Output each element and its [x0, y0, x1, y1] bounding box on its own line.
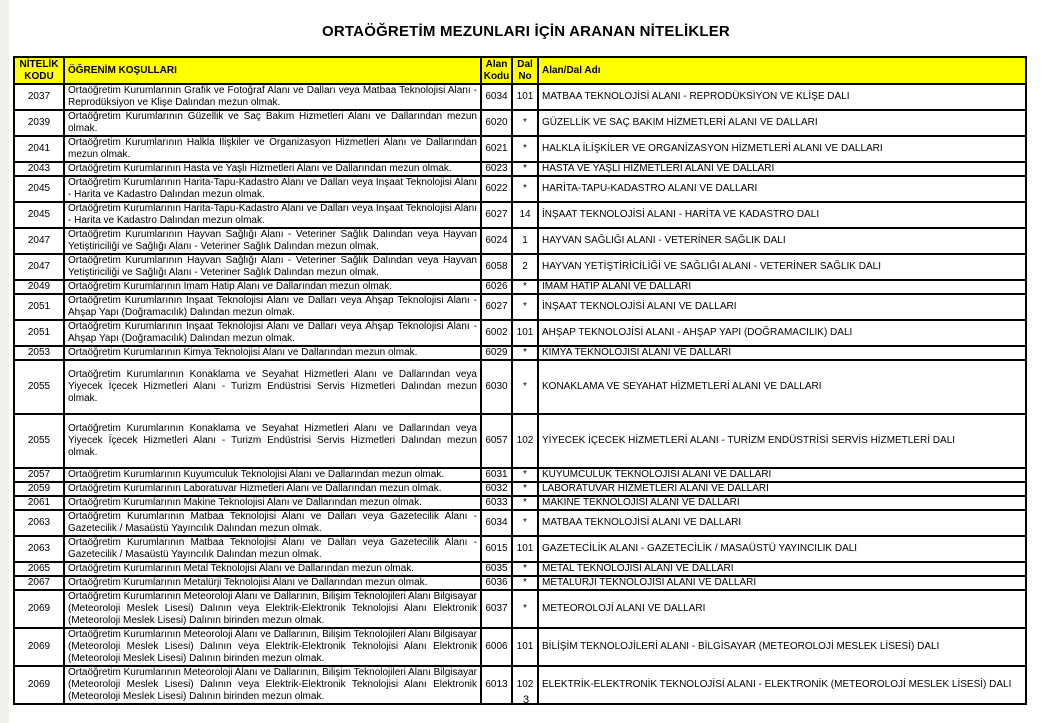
ogrenim-kosullari-cell: Ortaöğretim Kurumlarının İmam Hatip Alanı ve Dallarından mezun olmak.: [64, 280, 481, 294]
alan-kodu-cell: 6035: [481, 562, 512, 576]
nitelik-kodu-cell: 2063: [14, 536, 64, 562]
alan-dal-adi-cell: GAZETECİLİK ALANI - GAZETECİLİK / MASAÜSTÜ YAYINCILIK DALI: [538, 536, 1026, 562]
table-row: [14, 84, 1026, 110]
dal-no-cell: 101: [512, 628, 538, 666]
ogrenim-kosullari-cell: Ortaöğretim Kurumlarının Kuyumculuk Teknolojisi Alanı ve Dallarından mezun olmak.: [64, 468, 481, 482]
alan-kodu-cell: 6032: [481, 482, 512, 496]
ogrenim-kosullari-cell: Ortaöğretim Kurumlarının Matbaa Teknolojisi Alanı ve Dalları veya Gazetecilik Alanı - Gazetecilik / Masaüstü Yayıncılık Dalından mezun olmak.: [64, 510, 481, 536]
nitelik-kodu-cell: 2037: [14, 84, 64, 110]
alan-kodu-cell: 6026: [481, 280, 512, 294]
alan-dal-adi-cell: HASTA VE YAŞLI HİZMETLERİ ALANI VE DALLARI: [538, 162, 1026, 176]
table-row: [14, 468, 1026, 482]
table-row: [14, 510, 1026, 536]
nitelik-kodu-cell: 2045: [14, 202, 64, 228]
alan-dal-adi-cell: MATBAA TEKNOLOJİSİ ALANI VE DALLARI: [538, 510, 1026, 536]
alan-dal-adi-cell: ELEKTRİK-ELEKTRONİK TEKNOLOJİSİ ALANI - ELEKTRONİK (METEOROLOJİ MESLEK LİSESİ) DALI: [538, 666, 1026, 704]
nitelik-kodu-cell: 2051: [14, 294, 64, 320]
header-ogrenim-kosullari: ÖĞRENİM KOŞULLARI: [64, 57, 481, 84]
dal-no-cell: *: [512, 280, 538, 294]
alan-kodu-cell: 6024: [481, 228, 512, 254]
nitelik-kodu-cell: 2045: [14, 176, 64, 202]
nitelik-kodu-cell: 2067: [14, 576, 64, 590]
nitelik-kodu-cell: 2069: [14, 590, 64, 628]
table-row: [14, 576, 1026, 590]
page-number: 3: [522, 694, 530, 706]
alan-kodu-cell: 6006: [481, 628, 512, 666]
alan-kodu-cell: 6023: [481, 162, 512, 176]
header-row: [14, 57, 1026, 84]
ogrenim-kosullari-cell: Ortaöğretim Kurumlarının İnşaat Teknolojisi Alanı ve Dalları veya Ahşap Teknolojisi Alanı - Ahşap Yapı (Doğramacılık) Dalından mezun olmak.: [64, 320, 481, 346]
alan-dal-adi-cell: BİLİŞİM TEKNOLOJİLERİ ALANI - BİLGİSAYAR (METEOROLOJİ MESLEK LİSESİ) DALI: [538, 628, 1026, 666]
header-nitelik-kodu: NİTELİK KODU: [14, 57, 64, 84]
table-row: [14, 228, 1026, 254]
alan-kodu-cell: 6034: [481, 84, 512, 110]
ogrenim-kosullari-cell: Ortaöğretim Kurumlarının Konaklama ve Seyahat Hizmetleri Alanı ve Dallarından veya Yiyecek İçecek Hizmetleri Alanı - Turizm Endüstrisi Servis Hizmetleri Dalından mezun olmak.: [64, 360, 481, 414]
nitelik-kodu-cell: 2065: [14, 562, 64, 576]
page-title: ORTAÖĞRETİM MEZUNLARI İÇİN ARANAN NİTELİKLER: [322, 23, 730, 40]
dal-no-cell: *: [512, 110, 538, 136]
alan-dal-adi-cell: HAYVAN SAĞLIĞI ALANI - VETERİNER SAĞLIK DALI: [538, 228, 1026, 254]
header-dal-no: Dal No: [512, 57, 538, 84]
alan-dal-adi-cell: METEOROLOJİ ALANI VE DALLARI: [538, 590, 1026, 628]
dal-no-cell: 14: [512, 202, 538, 228]
alan-kodu-cell: 6022: [481, 176, 512, 202]
nitelik-kodu-cell: 2055: [14, 414, 64, 468]
table-row: [14, 496, 1026, 510]
dal-no-cell: 2: [512, 254, 538, 280]
alan-dal-adi-cell: İNŞAAT TEKNOLOJİSİ ALANI - HARİTA VE KADASTRO DALI: [538, 202, 1026, 228]
table-row: [14, 136, 1026, 162]
alan-kodu-cell: 6021: [481, 136, 512, 162]
nitelik-kodu-cell: 2051: [14, 320, 64, 346]
table-row: [14, 414, 1026, 468]
ogrenim-kosullari-cell: Ortaöğretim Kurumlarının Metal Teknolojisi Alanı ve Dallarından mezun olmak.: [64, 562, 481, 576]
nitelik-kodu-cell: 2039: [14, 110, 64, 136]
dal-no-cell: *: [512, 468, 538, 482]
ogrenim-kosullari-cell: Ortaöğretim Kurumlarının Güzellik ve Saç Bakım Hizmetleri Alanı ve Dallarından mezun olmak.: [64, 110, 481, 136]
alan-dal-adi-cell: HARİTA-TAPU-KADASTRO ALANI VE DALLARI: [538, 176, 1026, 202]
table-row: [14, 162, 1026, 176]
ogrenim-kosullari-cell: Ortaöğretim Kurumlarının Meteoroloji Alanı ve Dallarının, Bilişim Teknolojileri Alanı Bilgisayar (Meteoroloji Meslek Lisesi) Dalının veya Elektrik-Elektronik Teknolojisi Alanı Elektronik (Meteoroloji Meslek Lisesi) Dalının birinden mezun olmak.: [64, 628, 481, 666]
ogrenim-kosullari-cell: Ortaöğretim Kurumlarının Matbaa Teknolojisi Alanı ve Dalları veya Gazetecilik Alanı - Gazetecilik / Masaüstü Yayıncılık Dalından mezun olmak.: [64, 536, 481, 562]
ogrenim-kosullari-cell: Ortaöğretim Kurumlarının Metalürji Teknolojisi Alanı ve Dallarından mezun olmak.: [64, 576, 481, 590]
alan-dal-adi-cell: HALKLA İLİŞKİLER VE ORGANİZASYON HİZMETLERİ ALANI VE DALLARI: [538, 136, 1026, 162]
table-row: [14, 110, 1026, 136]
nitelik-kodu-cell: 2069: [14, 666, 64, 704]
table-row: [14, 254, 1026, 280]
header-alan-kodu: Alan Kodu: [481, 57, 512, 84]
nitelik-kodu-cell: 2061: [14, 496, 64, 510]
dal-no-cell: *: [512, 360, 538, 414]
table-row: [14, 202, 1026, 228]
alan-kodu-cell: 6036: [481, 576, 512, 590]
dal-no-cell: *: [512, 496, 538, 510]
dal-no-cell: 101: [512, 536, 538, 562]
table-row: [14, 482, 1026, 496]
ogrenim-kosullari-cell: Ortaöğretim Kurumlarının Harita-Tapu-Kadastro Alanı ve Dalları veya İnşaat Teknolojisi Alanı - Harita ve Kadastro Dalından mezun olmak.: [64, 176, 481, 202]
nitelik-kodu-cell: 2047: [14, 228, 64, 254]
dal-no-cell: *: [512, 346, 538, 360]
dal-no-cell: 102: [512, 414, 538, 468]
table-row: [14, 360, 1026, 414]
alan-kodu-cell: 6037: [481, 590, 512, 628]
alan-dal-adi-cell: İMAM HATİP ALANI VE DALLARI: [538, 280, 1026, 294]
dal-no-cell: *: [512, 176, 538, 202]
dal-no-cell: *: [512, 510, 538, 536]
alan-dal-adi-cell: KONAKLAMA VE SEYAHAT HİZMETLERİ ALANI VE DALLARI: [538, 360, 1026, 414]
alan-kodu-cell: 6002: [481, 320, 512, 346]
alan-kodu-cell: 6033: [481, 496, 512, 510]
alan-dal-adi-cell: METAL TEKNOLOJİSİ ALANI VE DALLARI: [538, 562, 1026, 576]
table-body: [14, 84, 1026, 704]
table-row: [14, 590, 1026, 628]
nitelik-kodu-cell: 2047: [14, 254, 64, 280]
dal-no-cell: *: [512, 162, 538, 176]
alan-dal-adi-cell: GÜZELLİK VE SAÇ BAKIM HİZMETLERİ ALANI VE DALLARI: [538, 110, 1026, 136]
table-row: [14, 628, 1026, 666]
dal-no-cell: 1: [512, 228, 538, 254]
alan-dal-adi-cell: AHŞAP TEKNOLOJİSİ ALANI - AHŞAP YAPI (DOĞRAMACILIK) DALI: [538, 320, 1026, 346]
alan-kodu-cell: 6029: [481, 346, 512, 360]
ogrenim-kosullari-cell: Ortaöğretim Kurumlarının Hayvan Sağlığı Alanı - Veteriner Sağlık Dalından veya Hayvan Yetiştiriciliği ve Sağlığı Alanı - Veteriner Sağlık Dalından mezun olmak.: [64, 228, 481, 254]
ogrenim-kosullari-cell: Ortaöğretim Kurumlarının İnşaat Teknolojisi Alanı ve Dalları veya Ahşap Teknolojisi Alanı - Ahşap Yapı (Doğramacılık) Dalından mezun olmak.: [64, 294, 481, 320]
alan-dal-adi-cell: MAKİNE TEKNOLOJİSİ ALANI VE DALLARI: [538, 496, 1026, 510]
alan-kodu-cell: 6058: [481, 254, 512, 280]
table-header: [14, 57, 1026, 84]
alan-dal-adi-cell: YİYECEK İÇECEK HİZMETLERİ ALANI - TURİZM ENDÜSTRİSİ SERVİS HİZMETLERİ DALI: [538, 414, 1026, 468]
dal-no-cell: *: [512, 482, 538, 496]
ogrenim-kosullari-cell: Ortaöğretim Kurumlarının Halkla İlişkiler ve Organizasyon Hizmetleri Alanı ve Dallarından mezun olmak.: [64, 136, 481, 162]
nitelik-kodu-cell: 2049: [14, 280, 64, 294]
qualifications-table: [13, 56, 1027, 705]
table-row: [14, 536, 1026, 562]
table-row: [14, 294, 1026, 320]
alan-kodu-cell: 6020: [481, 110, 512, 136]
table-row: [14, 280, 1026, 294]
alan-dal-adi-cell: KUYUMCULUK TEKNOLOJİSİ ALANI VE DALLARI: [538, 468, 1026, 482]
alan-kodu-cell: 6031: [481, 468, 512, 482]
ogrenim-kosullari-cell: Ortaöğretim Kurumlarının Hayvan Sağlığı Alanı - Veteriner Sağlık Dalından veya Hayvan Yetiştiriciliği ve Sağlığı Alanı - Veteriner Sağlık Dalından mezun olmak.: [64, 254, 481, 280]
ogrenim-kosullari-cell: Ortaöğretim Kurumlarının Kimya Teknolojisi Alanı ve Dallarından mezun olmak.: [64, 346, 481, 360]
dal-no-cell: *: [512, 576, 538, 590]
nitelik-kodu-cell: 2055: [14, 360, 64, 414]
dal-no-cell: *: [512, 136, 538, 162]
dal-no-cell: *: [512, 562, 538, 576]
dal-no-cell: 101: [512, 320, 538, 346]
alan-kodu-cell: 6030: [481, 360, 512, 414]
alan-kodu-cell: 6034: [481, 510, 512, 536]
dal-no-cell: *: [512, 590, 538, 628]
dal-no-cell: *: [512, 294, 538, 320]
table-row: [14, 346, 1026, 360]
alan-dal-adi-cell: METALÜRJİ TEKNOLOJİSİ ALANI VE DALLARI: [538, 576, 1026, 590]
alan-dal-adi-cell: LABORATUVAR HİZMETLERİ ALANI VE DALLARI: [538, 482, 1026, 496]
nitelik-kodu-cell: 2063: [14, 510, 64, 536]
dal-no-cell: 101: [512, 84, 538, 110]
header-alan-dal-adi: Alan/Dal Adı: [538, 57, 1026, 84]
alan-kodu-cell: 6027: [481, 294, 512, 320]
alan-kodu-cell: 6027: [481, 202, 512, 228]
ogrenim-kosullari-cell: Ortaöğretim Kurumlarının Meteoroloji Alanı ve Dallarının, Bilişim Teknolojileri Alanı Bilgisayar (Meteoroloji Meslek Lisesi) Dalının veya Elektrik-Elektronik Teknolojisi Alanı Elektronik (Meteoroloji Meslek Lisesi) Dalının birinden mezun olmak.: [64, 590, 481, 628]
alan-kodu-cell: 6015: [481, 536, 512, 562]
alan-kodu-cell: 6057: [481, 414, 512, 468]
alan-dal-adi-cell: KİMYA TEKNOLOJİSİ ALANI VE DALLARI: [538, 346, 1026, 360]
table-row: [14, 320, 1026, 346]
nitelik-kodu-cell: 2043: [14, 162, 64, 176]
dal-no-cell: 102: [512, 666, 538, 704]
ogrenim-kosullari-cell: Ortaöğretim Kurumlarının Hasta ve Yaşlı Hizmetleri Alanı ve Dallarından mezun olmak.: [64, 162, 481, 176]
nitelik-kodu-cell: 2057: [14, 468, 64, 482]
nitelik-kodu-cell: 2069: [14, 628, 64, 666]
nitelik-kodu-cell: 2053: [14, 346, 64, 360]
table-row: [14, 176, 1026, 202]
ogrenim-kosullari-cell: Ortaöğretim Kurumlarının Makine Teknolojisi Alanı ve Dallarından mezun olmak.: [64, 496, 481, 510]
ogrenim-kosullari-cell: Ortaöğretim Kurumlarının Harita-Tapu-Kadastro Alanı ve Dalları veya İnşaat Teknolojisi Alanı - Harita ve Kadastro Dalından mezun olmak.: [64, 202, 481, 228]
ogrenim-kosullari-cell: Ortaöğretim Kurumlarının Konaklama ve Seyahat Hizmetleri Alanı ve Dallarından veya Yiyecek İçecek Hizmetleri Alanı - Turizm Endüstrisi Servis Hizmetleri Dalından mezun olmak.: [64, 414, 481, 468]
alan-kodu-cell: 6013: [481, 666, 512, 704]
ogrenim-kosullari-cell: Ortaöğretim Kurumlarının Laboratuvar Hizmetleri Alanı ve Dallarından mezun olmak.: [64, 482, 481, 496]
table-row: [14, 562, 1026, 576]
page-edge: [0, 0, 9, 723]
alan-dal-adi-cell: MATBAA TEKNOLOJİSİ ALANI - REPRODÜKSİYON VE KLİŞE DALI: [538, 84, 1026, 110]
alan-dal-adi-cell: İNŞAAT TEKNOLOJİSİ ALANI VE DALLARI: [538, 294, 1026, 320]
alan-dal-adi-cell: HAYVAN YETİŞTİRİCİLİĞİ VE SAĞLIĞI ALANI - VETERİNER SAĞLIK DALI: [538, 254, 1026, 280]
nitelik-kodu-cell: 2059: [14, 482, 64, 496]
nitelik-kodu-cell: 2041: [14, 136, 64, 162]
ogrenim-kosullari-cell: Ortaöğretim Kurumlarının Meteoroloji Alanı ve Dallarının, Bilişim Teknolojileri Alanı Bilgisayar (Meteoroloji Meslek Lisesi) Dalının veya Elektrik-Elektronik Teknolojisi Alanı Elektronik (Meteoroloji Meslek Lisesi) Dalının birinden mezun olmak.: [64, 666, 481, 704]
ogrenim-kosullari-cell: Ortaöğretim Kurumlarının Grafik ve Fotoğraf Alanı ve Dalları veya Matbaa Teknolojisi Alanı - Reprodüksiyon ve Klişe Dalından mezun olmak.: [64, 84, 481, 110]
